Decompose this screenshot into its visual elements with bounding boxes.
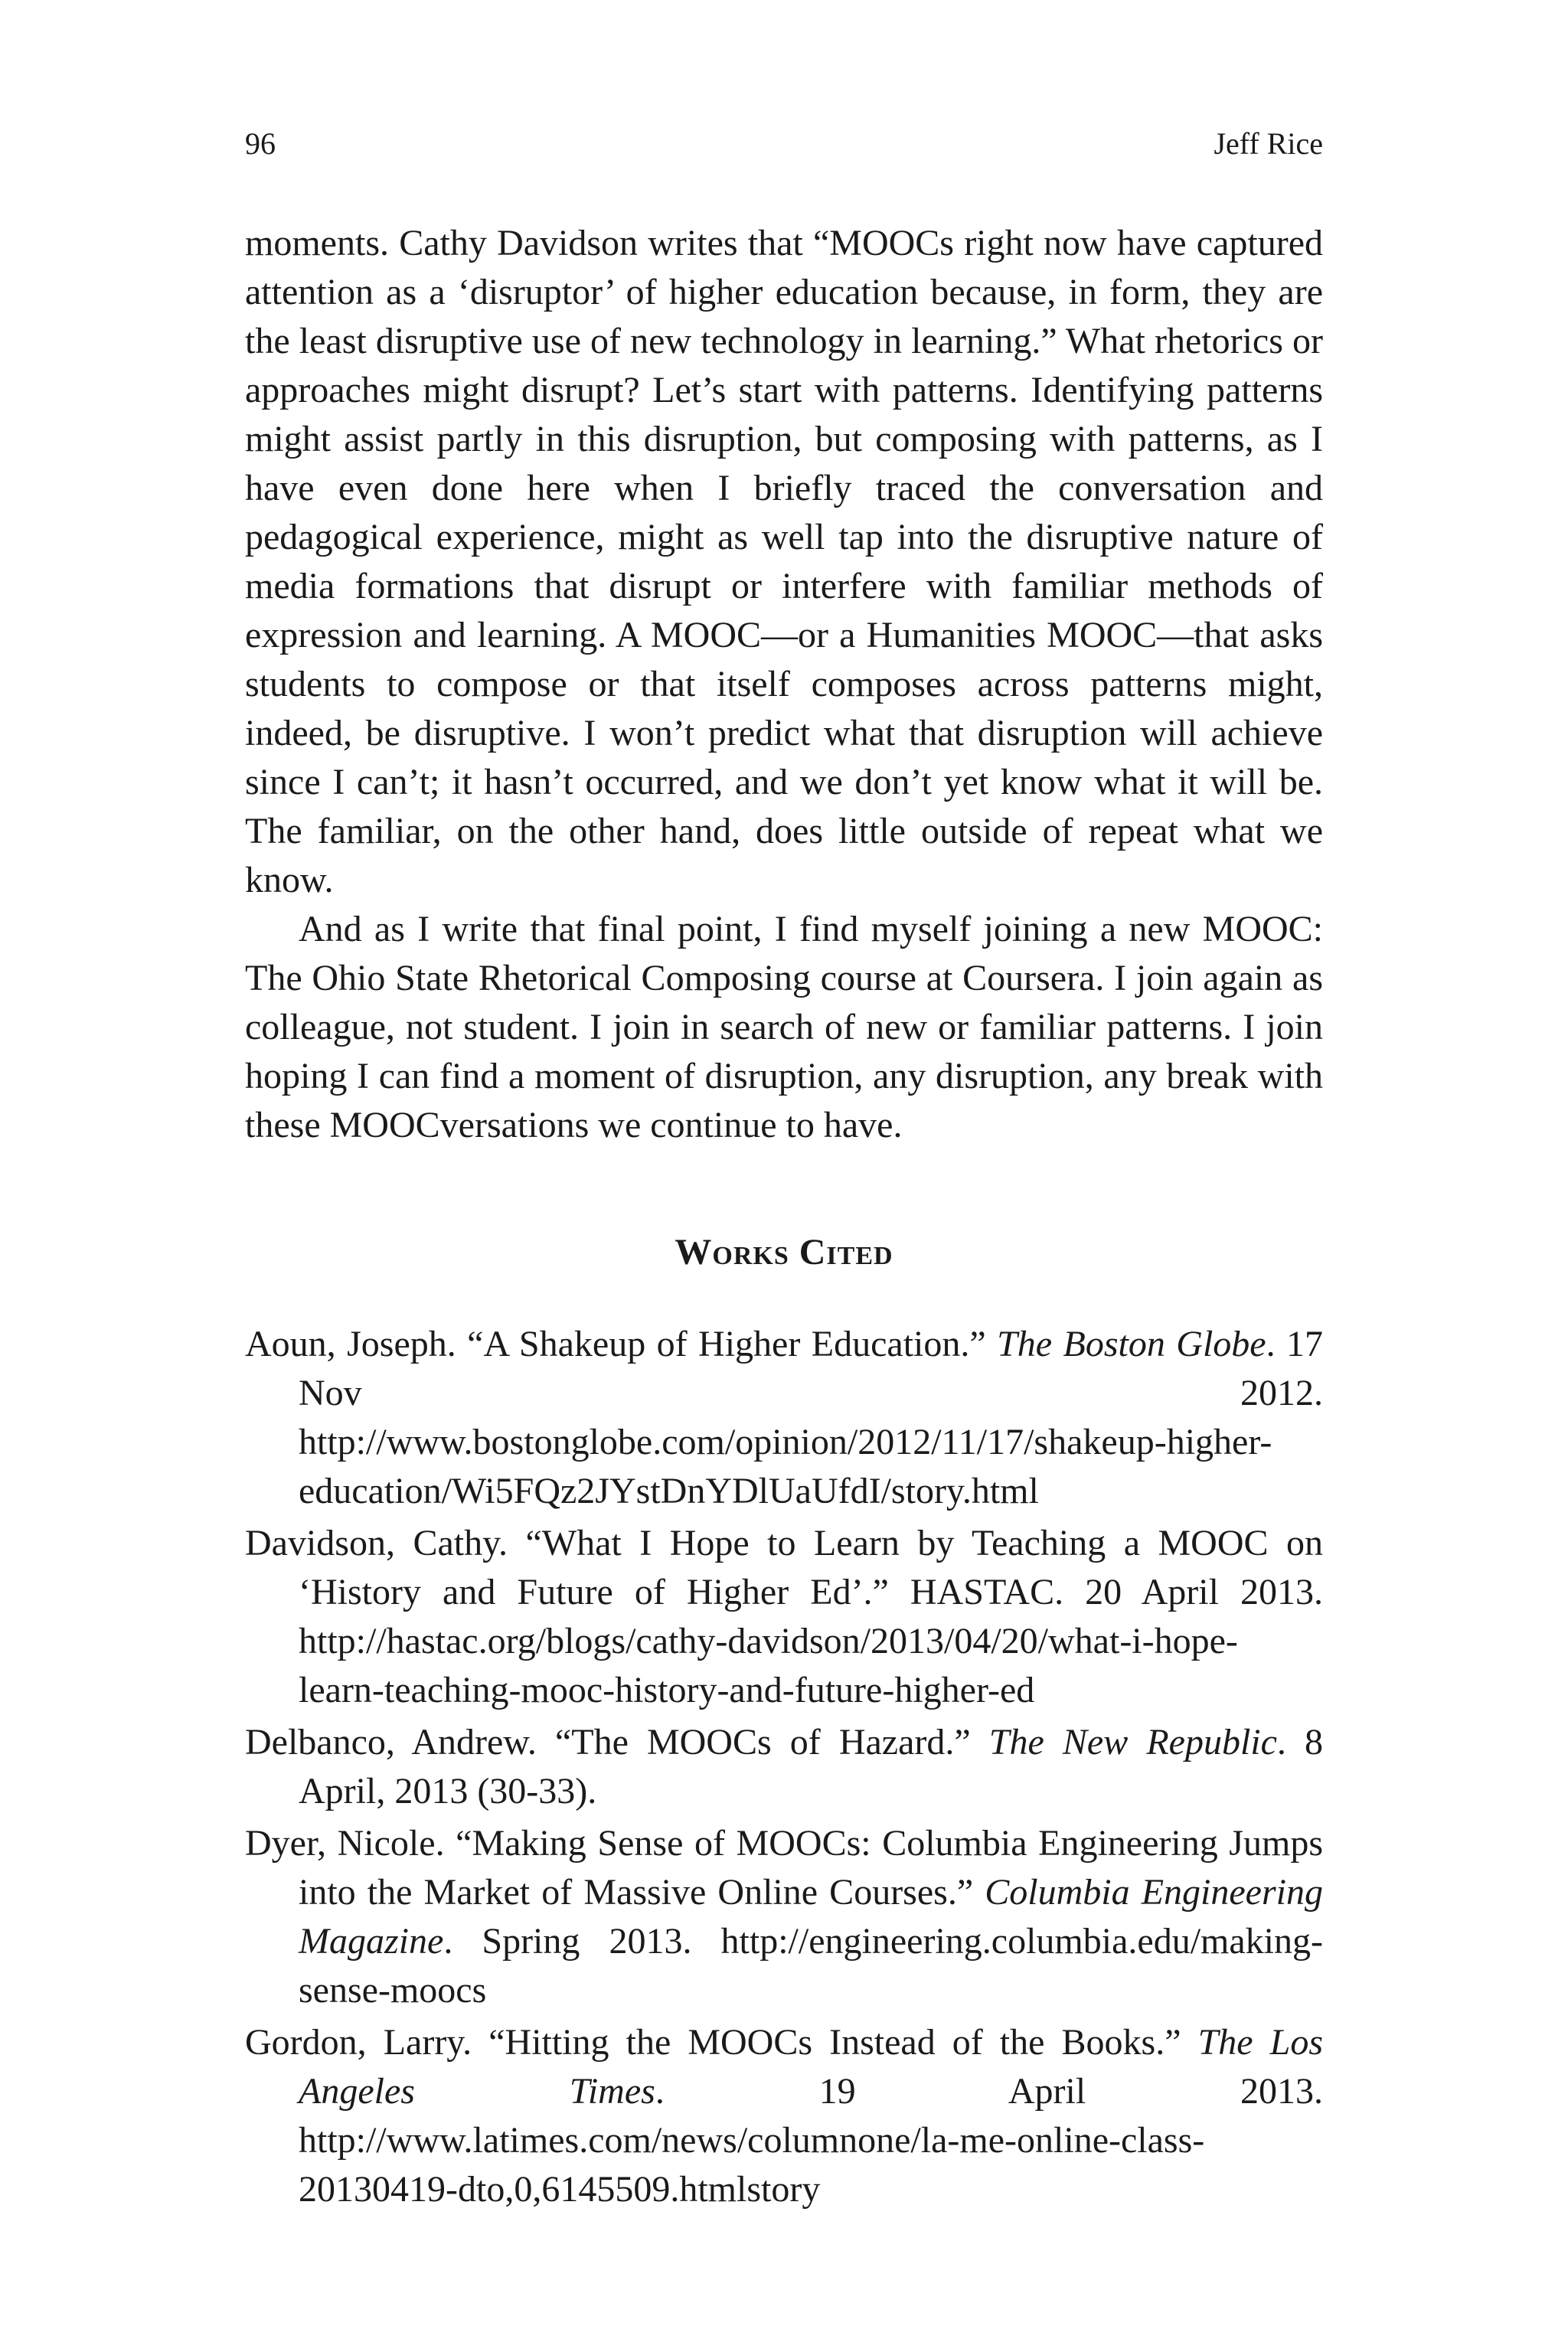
citation-title: Columbia Engineering Magazine [299, 1872, 1324, 1962]
works-cited-heading: Works Cited [675, 1232, 893, 1272]
page-number: 96 [245, 126, 276, 161]
works-cited-list [245, 1320, 1323, 2217]
citation-entry [245, 2018, 1323, 2214]
running-head [245, 121, 1323, 167]
citation-text: . 8 April, 2013 (30-33). [299, 1722, 1324, 1811]
citation-text: Gordon, Larry. “Hitting the MOOCs Instead of the Books.” [245, 2022, 1198, 2063]
citation-entry [245, 1718, 1323, 1816]
citation-text: Delbanco, Andrew. “The MOOCs of Hazard.” [245, 1722, 989, 1762]
citation-title: The Los Angeles Times [299, 2022, 1324, 2112]
citation-entry [245, 1320, 1323, 1516]
citation-entry [245, 1519, 1323, 1715]
running-head-author: Jeff Rice [1214, 126, 1323, 161]
citation-title: The Boston Globe [997, 1324, 1266, 1364]
citation-text: Dyer, Nicole. “Making Sense of MOOCs: Columbia Engineering Jumps into the Market of Massive Online Courses.” [245, 1823, 1323, 1913]
citation-text: Davidson, Cathy. “What I Hope to Learn by Teaching a MOOC on ‘History and Future of Higher Ed’.” HASTAC. 20 April 2013. http://hastac.org/blogs/cathy-davidson/2013/04/20/what-i-hope-learn-teaching-mooc-history-and-future-higher-ed [245, 1523, 1323, 1710]
citation-text: Aoun, Joseph. “A Shakeup of Higher Education.” [245, 1324, 998, 1364]
body-paragraph: moments. Cathy Davidson writes that “MOOCs right now have captured attention as a ‘disruptor’ of higher education because, in form, they are the least disruptive use of new technology in learning.” What rhetorics or approaches might disrupt? Let’s start with patterns. Identifying patterns might assist partly in this disruption, but composing with patterns, as I have even done here when I briefly traced the conversation and pedagogical experience, might as well tap into the disruptive nature of media formations that disrupt or interfere with familiar methods of expression and learning. A MOOC—or a Humanities MOOC—that asks students to compose or that itself composes across patterns might, indeed, be disruptive. I won’t predict what that disruption will achieve since I can’t; it hasn’t occurred, and we don’t yet know what it will be. The familiar, on the other hand, does little outside of repeat what we know. [245, 223, 1323, 900]
body-text [245, 219, 1323, 1150]
citation-text: . 17 Nov 2012. http://www.bostonglobe.com/opinion/2012/11/17/shakeup-higher-education/Wi5FQz2JYstDnYDlUaUfdI/story.html [299, 1324, 1323, 1511]
body-paragraph: And as I write that final point, I find myself joining a new MOOC: The Ohio State Rhetorical Composing course at Coursera. I join again as colleague, not student. I join in search of new or familiar patterns. I join hoping I can find a moment of disruption, any disruption, any break with these MOOCversations we continue to have. [245, 909, 1323, 1145]
citation-text: . Spring 2013. http://engineering.columbia.edu/making-sense-moocs [299, 1921, 1323, 2011]
citation-title: The New Republic [988, 1722, 1277, 1762]
citation-entry [245, 1819, 1323, 2015]
citation-text: . 19 April 2013. http://www.latimes.com/news/columnone/la-me-online-class-20130419-dto,0,6145509.htmlstory [299, 2071, 1323, 2210]
